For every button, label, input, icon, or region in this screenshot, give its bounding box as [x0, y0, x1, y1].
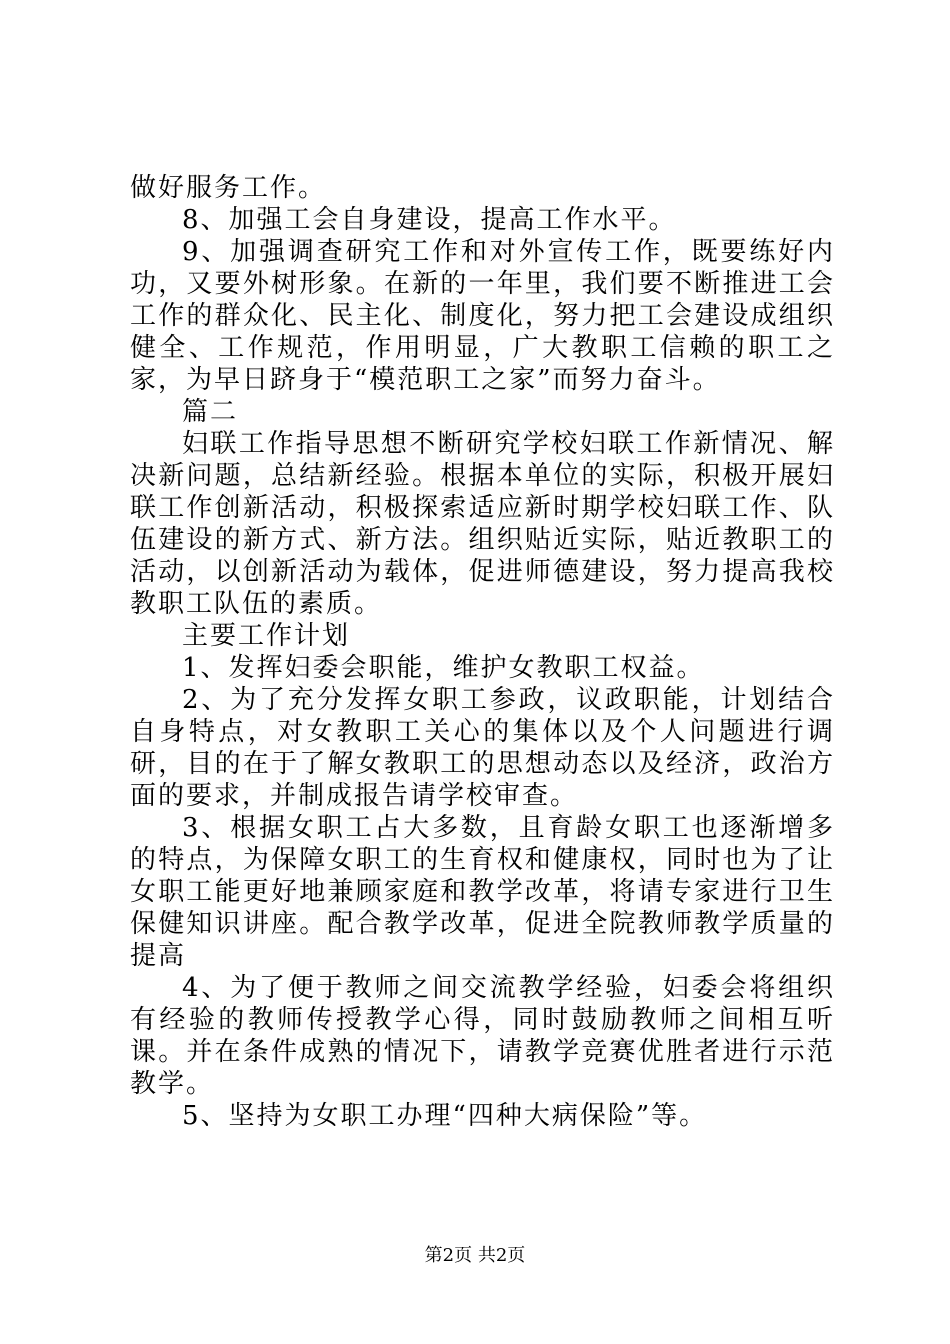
paragraph-plan-item-2: 2、为了充分发挥女职工参政，议政职能，计划结合自身特点，对女教职工关心的集体以及个人问题进行调研，目的在于了解女教职工的思想动态以及经济，政治方面的要求，并制成报告请学校审查。	[130, 685, 835, 811]
paragraph-plan-item-3: 3、根据女职工占大多数，且育龄女职工也逐渐增多的特点，为保障女职工的生育权和健康权，同时也为了让女职工能更好地兼顾家庭和教学改革，将请专家进行卫生保健知识讲座。配合教学改革，促进全院教师教学质量的提高	[130, 813, 835, 971]
paragraph-guiding-idea: 妇联工作指导思想不断研究学校妇联工作新情况、解决新问题，总结新经验。根据本单位的实际，积极开展妇联工作创新活动，积极探索适应新时期学校妇联工作、队伍建设的新方式、新方法。组织贴近实际，贴近教职工的活动，以创新活动为载体，促进师德建设，努力提高我校教职工队伍的素质。	[130, 429, 835, 619]
paragraph-plan-item-1: 1、发挥妇委会职能，维护女教职工权益。	[182, 653, 705, 683]
document-body	[130, 172, 835, 1132]
paragraph-plan-item-4: 4、为了便于教师之间交流教学经验，妇委会将组织有经验的教师传授教学心得，同时鼓励教师之间相互听课。并在条件成熟的情况下，请教学竞赛优胜者进行示范教学。	[130, 973, 835, 1099]
section-heading-part-two: 篇二	[182, 397, 239, 427]
page-number: 第2页 共2页	[424, 1245, 526, 1266]
paragraph-item-9: 9、加强调查研究工作和对外宣传工作，既要练好内功，又要外树形象。在新的一年里，我们要不断推进工会工作的群众化、民主化、制度化，努力把工会建设成组织健全、工作规范，作用明显，广大教职工信赖的职工之家，为早日跻身于“模范职工之家”而努力奋斗。	[130, 237, 835, 395]
paragraph-item-8: 8、加强工会自身建设，提高工作水平。	[182, 205, 677, 235]
paragraph-continuation: 做好服务工作。	[130, 173, 327, 203]
page-footer	[0, 1244, 950, 1268]
paragraph-plan-item-5: 5、坚持为女职工办理“四种大病保险”等。	[182, 1101, 708, 1131]
section-heading-work-plan: 主要工作计划	[182, 621, 351, 651]
